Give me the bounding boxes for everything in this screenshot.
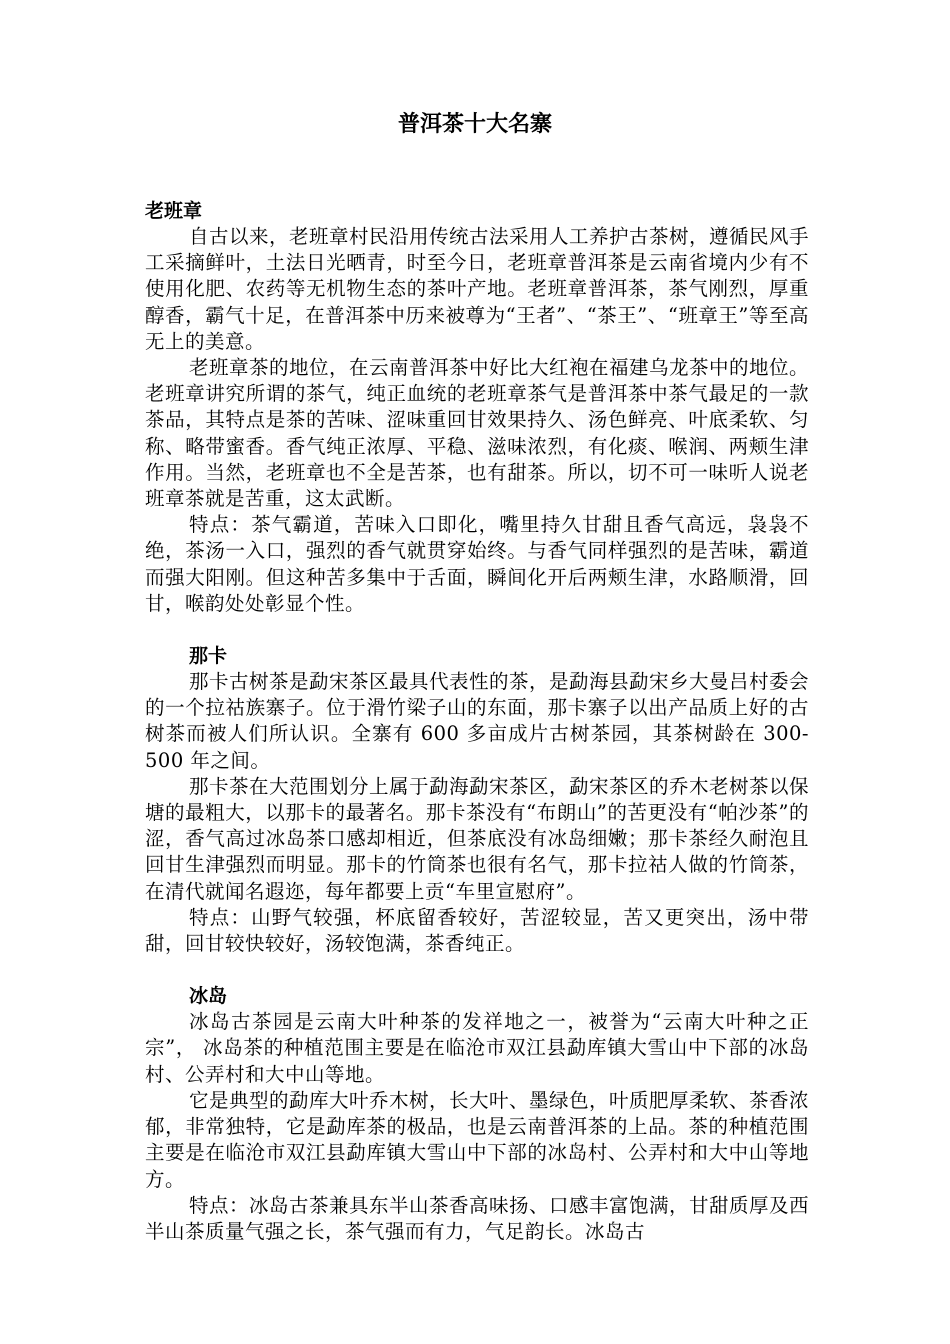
paragraph: 自古以来，老班章村民沿用传统古法采用人工养护古茶树，遵循民风手工采摘鲜叶，土法日光晒青，时至今日，老班章普洱茶是云南省境内少有不使用化肥、农药等无机物生态的茶叶产地。老班章普洱茶，茶气刚烈，厚重醇香，霸气十足，在普洱茶中历来被尊为“王者”、“茶王”、“班章王”等至高无上的美意。	[145, 225, 810, 353]
section-naka	[145, 643, 809, 957]
section-spacer	[145, 617, 809, 643]
section-laobanzhang	[145, 198, 809, 617]
paragraph: 冰岛古茶园是云南大叶种茶的发祥地之一，被誉为“云南大叶种之正宗”， 冰岛茶的种植范围主要是在临沧市双江县勐库镇大雪山中下部的冰岛村、公弄村和大中山等地。	[145, 1010, 809, 1086]
section-heading: 冰岛	[189, 985, 228, 1008]
section-heading: 那卡	[189, 645, 228, 668]
paragraph: 那卡茶在大范围划分上属于勐海勐宋茶区，勐宋茶区的乔木老树茶以保塘的最粗大，以那卡的最著名。那卡茶没有“布朗山”的苦更没有“帕沙茶”的涩，香气高过冰岛茶口感却相近，但茶底没有冰岛细嫩；那卡茶经久耐泡且回甘生津强烈而明显。那卡的竹筒茶也很有名气，那卡拉祜人做的竹筒茶，在清代就闻名遐迩，每年都要上贡“车里宣慰府”。	[145, 774, 810, 903]
page-title: 普洱茶十大名寨	[397, 112, 552, 137]
section-bingdao	[145, 983, 809, 1245]
paragraph: 特点：冰岛古茶兼具东半山茶香高味扬、口感丰富饱满，甘甜质厚及西半山茶质量气强之长，茶气强而有力，气足韵长。冰岛古	[145, 1193, 810, 1243]
section-heading: 老班章	[145, 200, 203, 222]
section-spacer	[145, 957, 809, 983]
paragraph: 它是典型的勐库大叶乔木树，长大叶、墨绿色，叶质肥厚柔软、茶香浓郁，非常独特，它是勐库茶的极品，也是云南普洱茶的上品。茶的种植范围主要是在临沧市双江县勐库镇大雪山中下部的冰岛村、公弄村和大中山等地方。	[145, 1088, 810, 1191]
paragraph: 特点：山野气较强，杯底留香较好，苦涩较显，苦又更突出，汤中带甜，回甘较快较好，汤较饱满，茶香纯正。	[145, 905, 809, 956]
paragraph: 特点：茶气霸道，苦味入口即化，嘴里持久甘甜且香气高远，袅袅不绝，茶汤一入口，强烈的香气就贯穿始终。与香气同样强烈的是苦味，霸道而强大阳刚。但这种苦多集中于舌面，瞬间化开后两颊生津，水路顺滑，回甘，喉韵处处彰显个性。	[145, 513, 809, 615]
document-body	[145, 198, 809, 1245]
paragraph: 老班章茶的地位，在云南普洱茶中好比大红袍在福建乌龙茶中的地位。老班章讲究所谓的茶气，纯正血统的老班章茶气是普洱茶中茶气最足的一款茶品，其特点是茶的苦味、涩味重回甘效果持久、汤色鲜亮、叶底柔软、匀称、略带蜜香。香气纯正浓厚、平稳、滋味浓烈，有化痰、喉润、两颊生津作用。当然，老班章也不全是苦茶，也有甜茶。所以，切不可一味听人说老班章茶就是苦重，这太武断。	[145, 356, 810, 511]
paragraph: 那卡古树茶是勐宋茶区最具代表性的茶，是勐海县勐宋乡大曼吕村委会的一个拉祜族寨子。位于滑竹梁子山的东面，那卡寨子以出产品质上好的古树茶而被人们所认识。全寨有 600 多亩成片古树茶园，其茶树龄在 300-500 年之间。	[145, 670, 810, 772]
